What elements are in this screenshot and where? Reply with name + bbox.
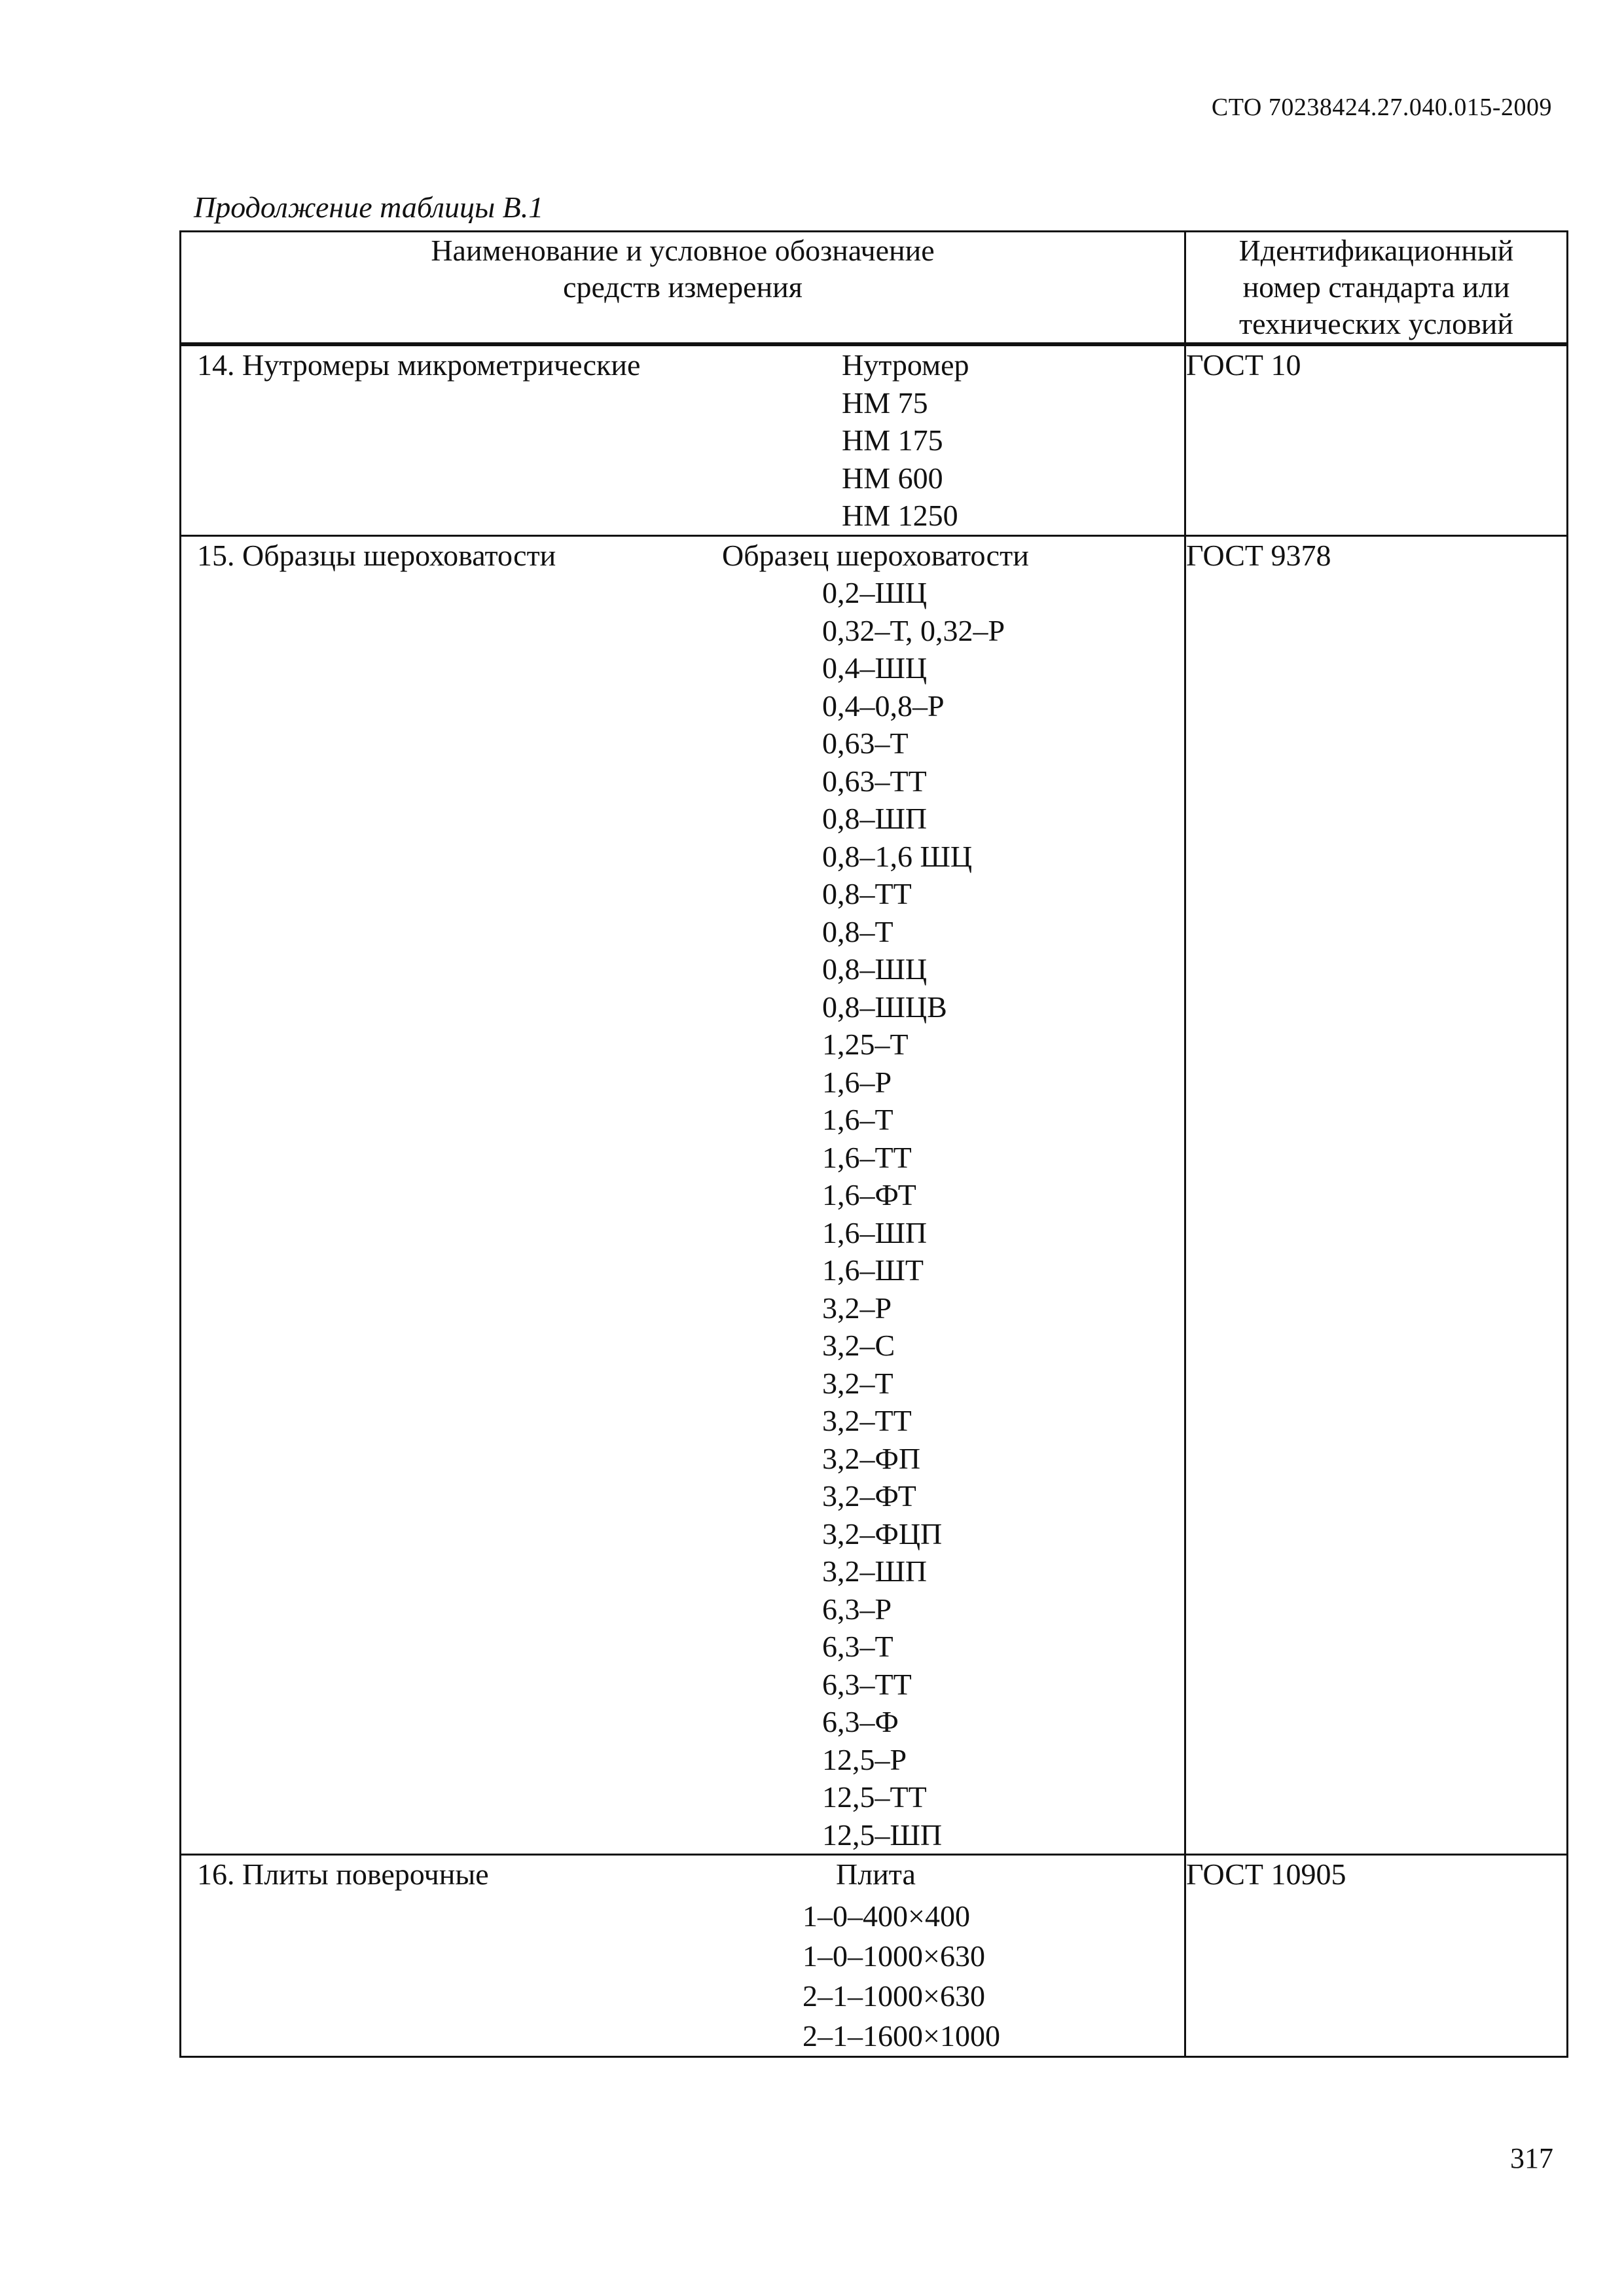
model-item: 1–0–1000×630 [803,1939,985,1973]
model-header: Плита [836,1857,916,1891]
table-row [181,1855,1568,2057]
model-item: 3,2–ФП [822,1441,921,1475]
model-item: 0,2–ШЦ [822,576,928,609]
header-id [1185,232,1568,345]
model-item: НМ 175 [842,423,943,457]
model-item: 3,2–Т [822,1366,893,1400]
model-item: 0,4–0,8–Р [822,689,945,723]
model-item: 1,6–ФТ [822,1178,916,1211]
header-id-line: Идентификационный [1238,234,1514,267]
row-16-name-cell [181,1855,1185,2057]
model-item: 0,32–Т, 0,32–Р [822,613,1005,647]
model-list [822,574,1184,1854]
instruments-table [179,230,1568,2058]
model-list-wrap [181,537,1184,1854]
model-item: 3,2–Р [822,1291,892,1325]
model-item: 0,8–ТТ [822,877,912,910]
header-name-line: средств измерения [563,270,803,304]
model-item: 12,5–ТТ [822,1780,927,1814]
row-title: 14. Нутромеры микрометрические [197,348,641,382]
header-name [181,232,1185,345]
model-item: 1,25–Т [822,1028,909,1061]
row-15-standard: ГОСТ 9378 [1185,535,1568,1855]
model-list [842,346,1184,535]
model-item: НМ 1250 [842,499,958,532]
model-item: 3,2–ШП [822,1554,928,1588]
model-item: 0,4–ШЦ [822,651,928,685]
row-14-name-cell [181,344,1185,535]
table-header-row [181,232,1568,345]
model-item: 0,8–Т [822,914,893,948]
table-row [181,344,1568,535]
model-item: 6,3–Р [822,1592,892,1626]
model-item: 6,3–ТТ [822,1667,912,1701]
model-item: 0,8–ШП [822,802,928,835]
row-15-name-cell [181,535,1185,1855]
model-item: 2–1–1000×630 [803,1979,985,2013]
model-item: НМ 75 [842,386,928,420]
model-item: 0,63–Т [822,726,909,760]
model-item: 2–1–1600×1000 [803,2018,1000,2053]
model-item: 1,6–ШП [822,1215,928,1249]
model-item: 0,8–ШЦВ [822,990,947,1024]
model-item: 1–0–400×400 [803,1899,970,1933]
table-caption: Продолжение таблицы В.1 [194,190,544,224]
row-16-standard: ГОСТ 10905 [1185,1855,1568,2057]
model-item: 6,3–Ф [822,1705,899,1738]
model-item: 3,2–ТТ [822,1404,912,1437]
row-14-standard: ГОСТ 10 [1185,344,1568,535]
model-list [803,1896,1184,2056]
model-item: 12,5–Р [822,1742,907,1776]
model-item: 1,6–ШТ [822,1253,924,1287]
model-item: 0,63–ТТ [822,764,927,798]
model-item: 1,6–Т [822,1103,893,1136]
model-item: 3,2–С [822,1329,895,1362]
model-item: 0,8–ШЦ [822,952,928,986]
model-item: 3,2–ФТ [822,1479,916,1513]
model-item: 6,3–Т [822,1630,893,1663]
row-title: 16. Плиты поверочные [197,1857,489,1891]
model-item: 12,5–ШП [822,1818,943,1852]
model-header: Образец шероховатости [722,538,1029,572]
document-code: СТО 70238424.27.040.015-2009 [1211,94,1552,121]
model-item: 1,6–ТТ [822,1140,912,1174]
table-row [181,535,1568,1855]
model-item: 3,2–ФЦП [822,1516,943,1551]
row-title: 15. Образцы шероховатости [197,538,556,572]
header-id-line: технических условий [1238,307,1514,340]
model-item: НМ 600 [842,461,943,495]
model-item: 1,6–Р [822,1065,892,1099]
model-header: Нутромер [842,348,969,382]
page-number: 317 [1510,2142,1553,2174]
header-name-line: Наименование и условное обозначение [431,234,935,267]
model-item: 0,8–1,6 ШЦ [822,839,973,873]
header-id-line: номер стандарта или [1242,270,1510,304]
